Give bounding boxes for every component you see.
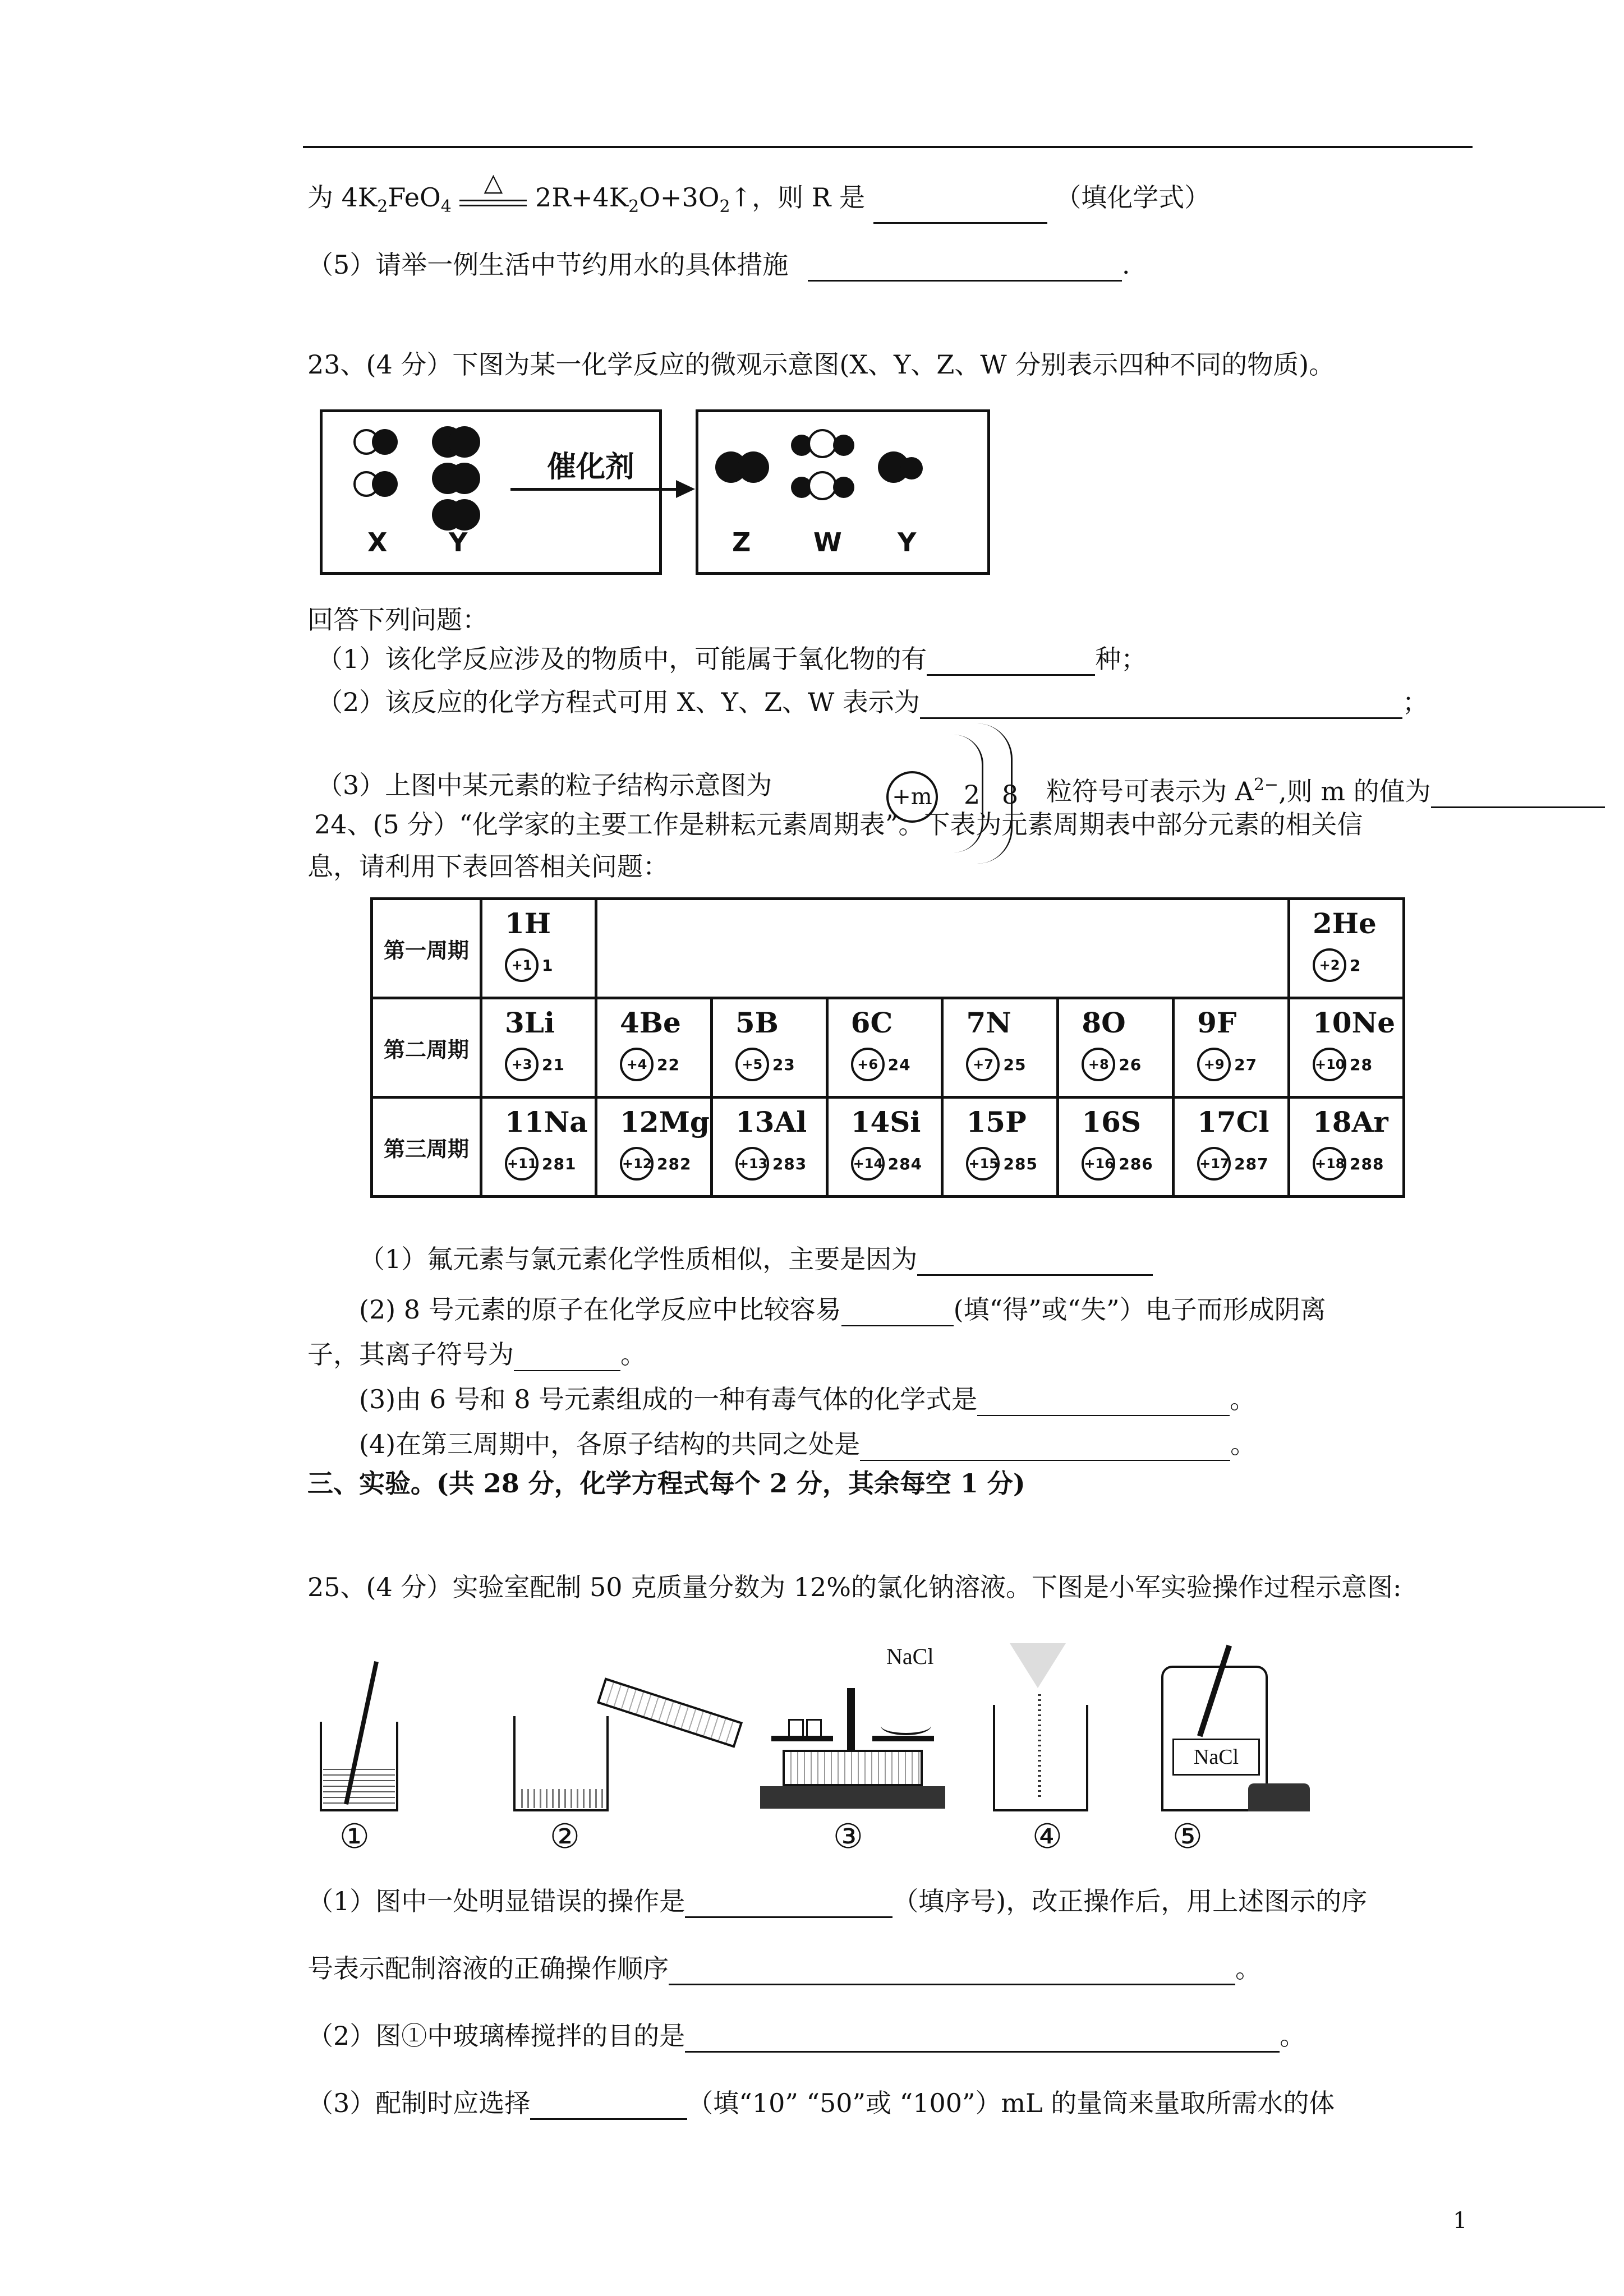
beaker-adding-salt [993, 1643, 1094, 1811]
q23-q3: （3）上图中某元素的粒子结构示意图为 [317, 770, 772, 800]
black-atom [738, 451, 769, 483]
beaker-stirring [320, 1660, 398, 1811]
q23-q3-rest: 粒符号可表示为 $A^{2-}$,则 m 的值为 [1046, 768, 1605, 808]
element-cell: 14Si +14 284 [827, 1098, 942, 1197]
element-cell: 11Na +11 281 [481, 1098, 596, 1197]
nacl-jar-label: NaCl [1172, 1739, 1260, 1776]
section-3-heading: 三、实验。(共 28 分，化学方程式每个 2 分，其余每空 1 分) [307, 1468, 1025, 1499]
answer-blank[interactable] [927, 646, 1095, 676]
catalyst-label: 催化剂 [547, 450, 635, 484]
product-box [696, 409, 990, 575]
q22-5: （5）请举一例生活中节约用水的具体措施 . [307, 248, 1130, 282]
answer-blank[interactable] [841, 1297, 954, 1326]
element-cell: 18Ar +18 288 [1289, 1098, 1404, 1197]
q24-q1: （1）氟元素与氯元素化学性质相似，主要是因为 [359, 1242, 1153, 1276]
q25-title: 25、(4 分）实验室配制 50 克质量分数为 12%的氯化钠溶液。下图是小军实验操作过程示意图: [307, 1572, 1402, 1602]
label-y2: Y [898, 527, 917, 557]
answer-blank[interactable] [873, 194, 1047, 224]
answer-blank[interactable] [1431, 778, 1605, 808]
answer-blank[interactable] [514, 1342, 620, 1371]
black-atom [833, 477, 854, 498]
answer-blank[interactable] [685, 1888, 892, 1918]
balance-scale [760, 1660, 945, 1811]
salt-jar [1161, 1643, 1335, 1811]
q25-q2: （2）图①中玻璃棒搅拌的目的是 。 [307, 2019, 1305, 2053]
q24-q2-cont: 子，其离子符号为 。 [307, 1338, 646, 1371]
q23-title: 23、(4 分）下图为某一化学反应的微观示意图(X、Y、Z、W 分别表示四种不同的物质)。 [307, 349, 1335, 380]
black-atom [372, 429, 398, 455]
heat-condition: △ [459, 193, 527, 206]
q23-q1: （1）该化学反应涉及的物质中，可能属于氧化物的有 种； [317, 642, 1147, 676]
ion-shells: 2 8 [964, 780, 1025, 810]
step-number-5: ⑤ [1172, 1817, 1203, 1856]
arrow-head-icon [676, 480, 695, 498]
black-atom [449, 499, 480, 531]
shell-arc-icon [977, 723, 1013, 864]
label-y: Y [449, 527, 468, 557]
period-label: 第一周期 [372, 899, 481, 998]
answer-blank[interactable] [917, 1246, 1153, 1276]
period-label: 第二周期 [372, 998, 481, 1098]
q25-q3: （3）配制时应选择 （填“10” “50”或 “100”）mL 的量筒来量取所需水的体 [307, 2086, 1335, 2120]
element-cell: 17Cl +17 287 [1174, 1098, 1289, 1197]
q24-line2: 息，请利用下表回答相关问题： [307, 851, 669, 882]
element-cell: 8O +8 26 [1058, 998, 1174, 1098]
q24-q3: (3)由 6 号和 8 号元素组成的一种有毒气体的化学式是 。 [359, 1382, 1255, 1416]
element-cell: 12Mg +12 282 [596, 1098, 712, 1197]
q23-q2: （2）该反应的化学方程式可用 X、Y、Z、W 表示为 ； [317, 685, 1428, 719]
answer-blank[interactable] [669, 1956, 1235, 1985]
q25-q1: （1）图中一处明显错误的操作是 （填序号)，改正操作后，用上述图示的序 [307, 1884, 1367, 1918]
answer-blank[interactable] [685, 2023, 1280, 2053]
label-w: W [813, 527, 842, 557]
period-label: 第三周期 [372, 1098, 481, 1197]
answer-blank[interactable] [977, 1387, 1230, 1416]
step-number-4: ④ [1032, 1817, 1062, 1856]
pouring-water [513, 1677, 749, 1811]
answer-blank[interactable] [920, 689, 1402, 719]
periodic-table [370, 897, 1405, 1198]
equation-line: 为 $4K_2FeO_4$ △ $2R+4K_2O+3O_2↑$，则 R 是 （填化学式） [307, 181, 1210, 224]
black-atom [449, 463, 480, 494]
header-rule [303, 146, 1473, 148]
element-cell: 5B +5 23 [711, 998, 827, 1098]
element-cell: 15P +15 285 [942, 1098, 1058, 1197]
black-atom [900, 457, 923, 480]
element-cell: 9F +9 27 [1174, 998, 1289, 1098]
element-cell: 4Be +4 22 [596, 998, 712, 1098]
element-cell: 6C +6 24 [827, 998, 942, 1098]
element-cell: 10Ne +10 28 [1289, 998, 1404, 1098]
reactant-box [320, 409, 662, 575]
nacl-label: NaCl [886, 1644, 934, 1669]
element-cell: 7N +7 25 [942, 998, 1058, 1098]
step-number-2: ② [550, 1817, 580, 1856]
page-number: 1 [1453, 2208, 1467, 2234]
black-atom [833, 435, 854, 456]
q24-line1: 24、(5 分）“化学家的主要工作是耕耘元素周期表”。下表为元素周期表中部分元素的相关信 [314, 809, 1363, 840]
element-cell: 1H +1 1 [481, 899, 596, 998]
element-cell: 3Li +3 21 [481, 998, 596, 1098]
q24-q4: (4)在第三周期中，各原子结构的共同之处是 。 [359, 1427, 1256, 1461]
label-z: Z [732, 527, 751, 557]
black-atom [449, 426, 480, 458]
q23-intro: 回答下列问题： [307, 605, 488, 635]
element-cell: 16S +16 286 [1058, 1098, 1174, 1197]
element-cell: 13Al +13 283 [711, 1098, 827, 1197]
answer-blank[interactable] [808, 252, 1122, 282]
reaction-arrow-line [510, 488, 679, 491]
label-x: X [367, 527, 388, 557]
q25-q1-cont: 号表示配制溶液的正确操作顺序 。 [307, 1952, 1261, 1985]
step-number-3: ③ [833, 1817, 863, 1856]
q24-q2: (2) 8 号元素的原子在化学反应中比较容易 (填“得”或“失”）电子而形成阴离 [359, 1293, 1326, 1326]
ion-nucleus: +m [886, 771, 938, 823]
element-cell: 2He +2 2 [1289, 899, 1404, 998]
step-number-1: ① [339, 1817, 370, 1856]
answer-blank[interactable] [860, 1432, 1230, 1461]
black-atom [372, 471, 398, 497]
answer-blank[interactable] [530, 2090, 687, 2120]
